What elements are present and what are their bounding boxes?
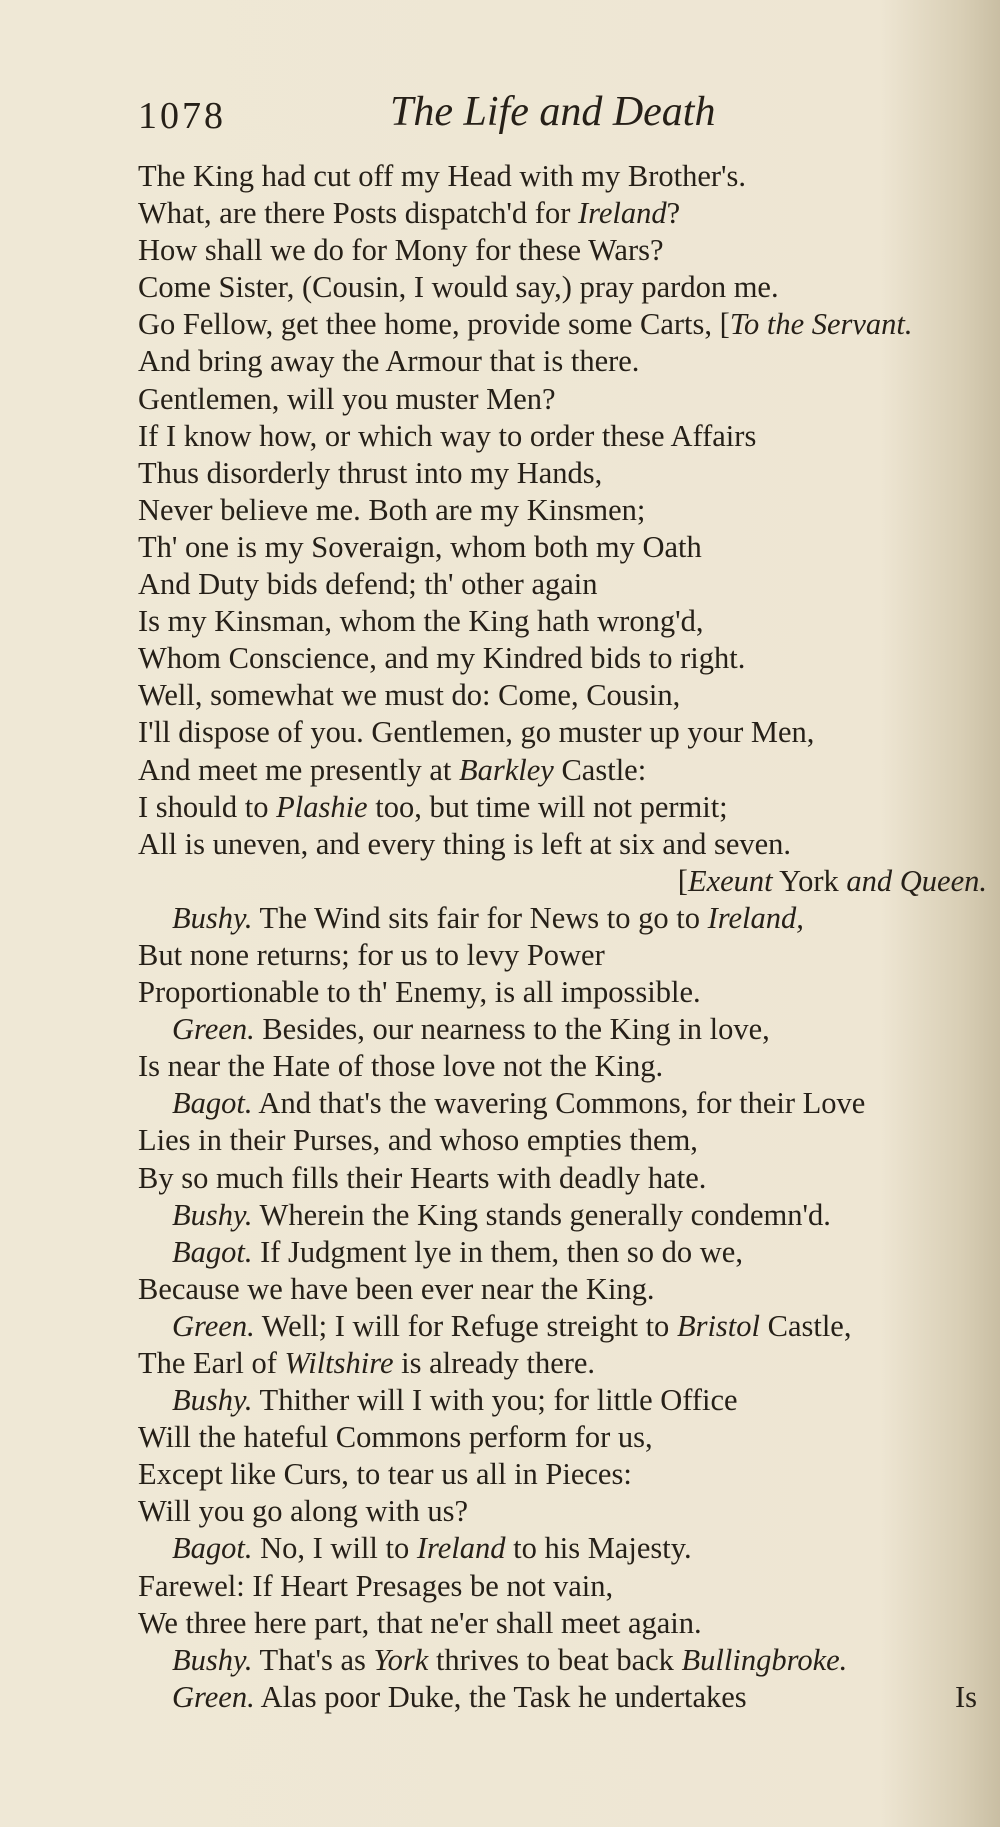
italic-text: Ireland, (707, 900, 804, 935)
italic-text: Bullingbroke. (681, 1642, 848, 1677)
line-text: How shall we do for Mony for these Wars? (138, 233, 664, 268)
line-text: If Judgment lye in them, then so do we, (252, 1234, 743, 1269)
verse-line (138, 1345, 993, 1382)
italic-text: Exeunt (687, 863, 773, 898)
verse-line (138, 269, 993, 306)
line-text: Farewel: If Heart Presages be not vain, (138, 1568, 614, 1603)
speaker-name: Green. (172, 1679, 255, 1714)
speaker-name: Bagot. (172, 1086, 253, 1121)
verse-line (138, 1493, 993, 1530)
line-text: We three here part, that ne'er shall meet again. (138, 1605, 702, 1640)
speaker-name: Bushy. (172, 1642, 253, 1677)
line-text: I should to (138, 789, 277, 824)
speech-line (138, 1308, 993, 1345)
line-text: Well, somewhat we must do: Come, Cousin, (138, 678, 681, 713)
line-text: And Duty bids defend; th' other again (138, 567, 598, 602)
line-text: [ (677, 863, 688, 898)
verse-line (138, 455, 993, 492)
play-text (138, 158, 993, 1716)
speaker-name: Bagot. (172, 1234, 253, 1269)
verse-line (138, 195, 993, 232)
speech-line (138, 1011, 993, 1048)
line-text: If I know how, or which way to order these Affairs (138, 418, 757, 453)
line-text: Never believe me. Both are my Kinsmen; (138, 492, 646, 527)
verse-line (138, 752, 993, 789)
italic-text: To the Servant. (729, 307, 913, 342)
speaker-name: Green. (172, 1012, 255, 1047)
verse-line (138, 1122, 993, 1159)
verse-line (138, 418, 993, 455)
line-text: No, I will to (252, 1531, 417, 1566)
line-text: York (772, 863, 847, 898)
italic-text: York (373, 1642, 429, 1677)
catchword: Is (954, 1679, 977, 1714)
verse-line (138, 529, 993, 566)
italic-text: Barkley (459, 752, 554, 787)
line-text: Th' one is my Soveraign, whom both my Oath (138, 529, 702, 564)
verse-line (138, 640, 993, 677)
line-text: By so much fills their Hearts with deadly hate. (138, 1160, 707, 1195)
line-text: What, are there Posts dispatch'd for (138, 196, 578, 231)
line-text: Because we have been ever near the King. (138, 1271, 655, 1306)
line-text: Besides, our nearness to the King in love, (254, 1012, 770, 1047)
line-text: Lies in their Purses, and whoso empties them, (138, 1123, 698, 1158)
line-text: And that's the wavering Commons, for their Love (252, 1086, 866, 1121)
line-text: Proportionable to th' Enemy, is all impossible. (138, 975, 701, 1010)
line-text: Go Fellow, get thee home, provide some Carts, [ (138, 307, 730, 342)
italic-text: Wiltshire (284, 1346, 394, 1380)
line-text: Except like Curs, to tear us all in Pieces: (138, 1457, 632, 1492)
line-text: to his Majesty. (505, 1531, 692, 1566)
verse-line (138, 306, 993, 343)
line-text: Will you go along with us? (138, 1494, 469, 1529)
verse-line (138, 826, 993, 863)
verse-line (138, 603, 993, 640)
line-text: Castle: (553, 752, 647, 787)
line-text: Castle, (759, 1308, 852, 1343)
line-text: Whom Conscience, and my Kindred bids to right. (138, 641, 746, 676)
line-text: Is my Kinsman, whom the King hath wrong'd, (138, 604, 704, 639)
running-title: The Life and Death (390, 89, 716, 135)
verse-line (138, 714, 993, 751)
line-text: I'll dispose of you. Gentlemen, go muster up your Men, (138, 715, 815, 750)
speech-line (138, 1234, 993, 1271)
line-text: too, but time will not permit; (367, 789, 728, 824)
italic-text: Bristol (676, 1308, 760, 1343)
page-number: 1078 (138, 95, 226, 137)
speech-line (138, 1085, 993, 1122)
italic-text: Ireland (578, 196, 667, 231)
verse-line (138, 677, 993, 714)
verse-line (138, 1048, 993, 1085)
line-text: And meet me presently at (138, 752, 459, 787)
speech-line (138, 1642, 993, 1679)
line-text: Will the hateful Commons perform for us, (138, 1420, 653, 1455)
verse-line (138, 1456, 993, 1493)
verse-line (138, 1605, 993, 1642)
line-text: The King had cut off my Head with my Brother's. (138, 159, 747, 193)
verse-line (138, 158, 993, 195)
speech-line (138, 1382, 993, 1419)
line-text: thrives to beat back (428, 1642, 682, 1677)
speaker-name: Green. (172, 1308, 255, 1343)
speaker-name: Bushy. (172, 900, 253, 935)
stage-direction (138, 863, 993, 900)
verse-line (138, 566, 993, 603)
line-text: Thus disorderly thrust into my Hands, (138, 455, 603, 490)
line-text: And bring away the Armour that is there. (138, 344, 640, 379)
line-text: ? (666, 196, 681, 231)
verse-line (138, 381, 993, 418)
speech-line (138, 900, 993, 937)
speaker-name: Bushy. (172, 1197, 253, 1232)
speech-line (138, 1679, 993, 1716)
line-text: The Earl of (138, 1346, 285, 1380)
line-text: But none returns; for us to levy Power (138, 937, 605, 972)
speech-line (138, 1530, 993, 1567)
verse-line (138, 974, 993, 1011)
verse-line (138, 789, 993, 826)
page-header (138, 88, 958, 148)
verse-line (138, 232, 993, 269)
verse-line (138, 1160, 993, 1197)
line-text: That's as (252, 1642, 374, 1677)
line-text: is already there. (393, 1346, 596, 1380)
line-text: Well; I will for Refuge streight to (254, 1308, 677, 1343)
verse-line (138, 1271, 993, 1308)
verse-line (138, 937, 993, 974)
line-text: Alas poor Duke, the Task he undertakes (254, 1679, 747, 1714)
speaker-name: Bagot. (172, 1531, 253, 1566)
line-text: Thither will I with you; for little Office (252, 1383, 738, 1418)
line-text: The Wind sits fair for News to go to (252, 900, 708, 935)
speech-line (138, 1197, 993, 1234)
line-text: Is near the Hate of those love not the King. (138, 1049, 664, 1084)
verse-line (138, 492, 993, 529)
verse-line (138, 1568, 993, 1605)
verse-line (138, 343, 993, 380)
line-text: Come Sister, (Cousin, I would say,) pray pardon me. (138, 270, 779, 305)
italic-text: and Queen. (846, 863, 987, 898)
italic-text: Ireland (416, 1531, 506, 1566)
speaker-name: Bushy. (172, 1383, 253, 1418)
verse-line (138, 1419, 993, 1456)
line-text: Gentlemen, will you muster Men? (138, 381, 556, 416)
italic-text: Plashie (276, 789, 368, 824)
line-text: Wherein the King stands generally condemn'd. (252, 1197, 831, 1232)
line-text: All is uneven, and every thing is left at six and seven. (138, 826, 792, 861)
